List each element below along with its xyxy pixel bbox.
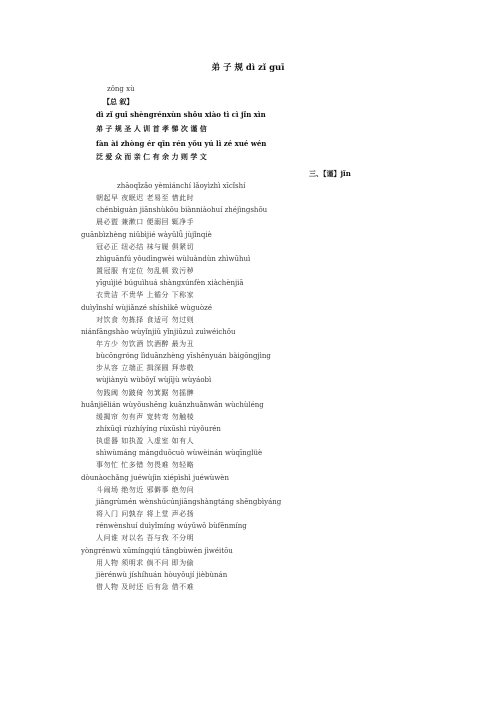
verse-pinyin: huǎnjiēlián wùyǒushēng kuānzhuǎnwān wùchùléng <box>81 400 264 409</box>
verse-hanzi: 用人物 须明求 倘不问 即为偷 <box>96 558 195 567</box>
verse-hanzi: 对饮食 勿拣择 食适可 勿过则 <box>96 315 195 324</box>
verse-pinyin: chénbìguàn jiānshùkǒu biànniàohuí zhéjìngshǒu <box>96 206 268 215</box>
intro-line: 【总 叙】 <box>103 97 134 106</box>
verse-pinyin: jiāngrùmén wènshúcúnjiāngshàngtáng shēngbìyáng <box>96 497 282 506</box>
verse-pinyin: yīguìjié búguìhuá shàngxúnfèn xiàchènjiā <box>96 279 244 288</box>
verse-hanzi: 年方少 勿饮酒 饮酒醉 最为丑 <box>96 339 195 348</box>
verse-hanzi: 事勿忙 忙多错 勿畏难 勿轻略 <box>96 461 195 470</box>
verse-pinyin: jièrénwù jíshíhuán hòuyǒují jièbùnán <box>96 570 228 579</box>
verse-hanzi: 缓揭帘 勿有声 宽转弯 勿触棱 <box>96 412 195 421</box>
intro-line: dì zǐ guī shèngrénxùn shǒu xiào tì cì jǐn xìn <box>96 110 266 119</box>
verse-hanzi: 步从容 立端正 揖深圆 拜恭敬 <box>96 364 195 373</box>
verse-hanzi: 人问谁 对以名 吾与我 不分明 <box>96 534 195 543</box>
verse-hanzi: 将入门 问孰存 将上堂 声必扬 <box>96 510 195 519</box>
document-title: 弟 子 规 dì zǐ guī <box>211 63 285 73</box>
intro-line: 泛 爱 众 而 亲 仁 有 余 力 则 学 文 <box>96 152 207 161</box>
verse-pinyin: duìyǐnshí wùjiǎnzé shíshìkě wùguòzé <box>81 303 212 312</box>
section-heading: 三、【谨】jǐn <box>309 169 351 178</box>
verse-pinyin: zhíxūqì rúzhíyíng rùxūshì rúyǒurén <box>96 425 221 433</box>
verse-hanzi: 执虚器 如执盈 入虚室 如有人 <box>96 437 195 446</box>
verse-hanzi: 置冠服 有定位 勿乱顿 致污秽 <box>96 267 195 276</box>
verse-hanzi: 衣贵洁 不贵华 上循分 下称家 <box>96 291 195 300</box>
verse-pinyin: dòunàochǎng juéwùjìn xiépìshì juéwùwèn <box>81 473 229 482</box>
verse-pinyin: zhìguānfú yǒudìngwèi wùluàndùn zhìwūhuì <box>96 254 251 263</box>
verse-pinyin: rénwènshuí duìyǐmíng wúyǔwǒ bùfēnmíng <box>96 522 247 531</box>
verse-pinyin: zhāoqǐzǎo yèmiánchí lǎoyìzhì xīcǐshí <box>117 182 246 190</box>
intro-line: zǒng xù <box>107 85 135 93</box>
verse-pinyin: shìwùmáng mángduōcuò wùwèinán wùqīnglüè <box>96 449 263 458</box>
verse-pinyin: yòngrénwù xūmíngqiú tǎngbùwèn jìwéitōu <box>81 546 233 555</box>
intro-line: 弟 子 规 圣 人 训 首 孝 悌 次 谨 信 <box>96 124 207 133</box>
verse-hanzi: 勿践阈 勿跛倚 勿箕踞 勿摇髀 <box>96 388 195 397</box>
verse-hanzi: 晨必盥 兼漱口 便溺回 辄净手 <box>96 218 195 227</box>
verse-hanzi: 朝起早 夜眠迟 老易至 惜此时 <box>96 194 195 203</box>
verse-pinyin: niánfāngshào wùyǐnjiǔ yǐnjiǔzuì zuìwéichǒu <box>81 327 236 336</box>
verse-pinyin: guānbìzhèng niǔbìjié wàyǔlǚ jùjǐnqiè <box>81 230 212 239</box>
verse-hanzi: 借人物 及时还 后有急 借不难 <box>96 582 195 591</box>
verse-pinyin: bùcōngróng lìduānzhèng yīshēnyuán bàigōngjìng <box>96 352 271 361</box>
verse-pinyin: wùjiànyù wùbǒyǐ wùjījù wùyáobì <box>96 376 212 385</box>
verse-hanzi: 冠必正 纽必结 袜与履 俱紧切 <box>96 242 195 251</box>
verse-hanzi: 斗闹场 绝勿近 邪僻事 绝勿问 <box>96 485 195 494</box>
intro-line: fàn ài zhòng ér qīn rén yǒu yú lì zé xué wén <box>96 139 267 148</box>
